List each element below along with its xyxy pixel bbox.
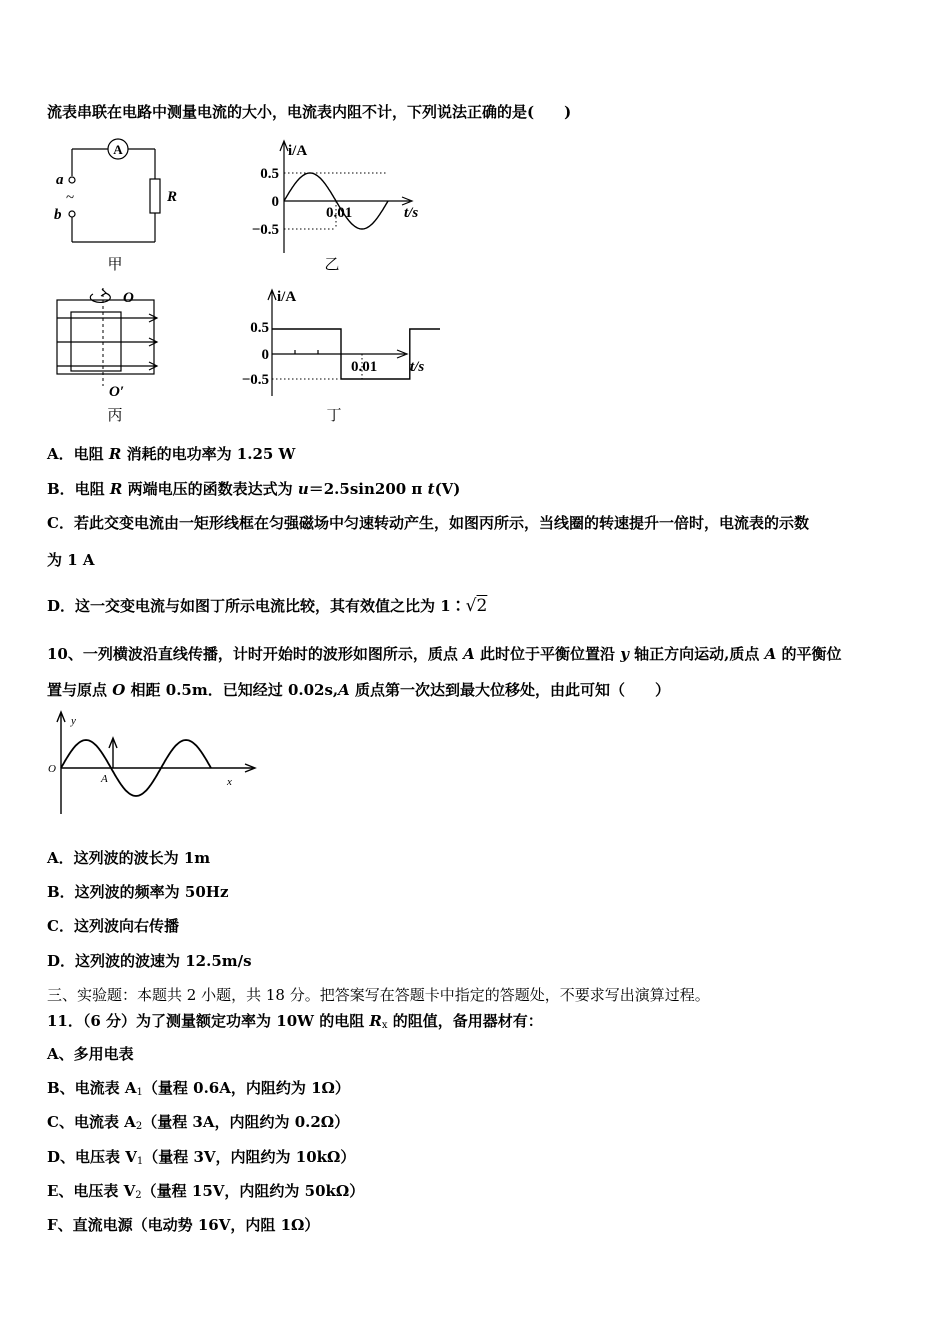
y-axis-label: i/A	[277, 289, 297, 305]
origin-label: O	[48, 763, 56, 775]
x-axis-label: t/s	[404, 205, 419, 221]
figure-yi-sine-graph	[240, 135, 440, 275]
q9-option-c-line2: 为 1 A	[47, 551, 95, 569]
q11-item-e: E、电压表 $V_2$（量程 15V，内阻约为 50kΩ）	[47, 1182, 365, 1201]
y-tick-zero: 0	[261, 347, 269, 363]
q11-item-b: B、电流表 $A_1$（量程 0.6A，内阻约为 1Ω）	[47, 1079, 350, 1098]
point-a-label: A	[101, 773, 108, 785]
q10-option-a: A．这列波的波长为 1m	[47, 849, 211, 867]
q10-option-b: B．这列波的频率为 50Hz	[47, 883, 229, 901]
caption-jia: 甲	[107, 257, 123, 273]
axis-top-label: O	[123, 290, 134, 306]
caption-bing: 丙	[107, 408, 123, 424]
q9-option-d: D．这一交变电流与如图丁所示电流比较，其有效值之比为 1∶√2	[47, 596, 488, 616]
y-axis-label: y	[71, 715, 76, 727]
ammeter-label: A	[113, 142, 123, 157]
ac-source-symbol: ~	[66, 190, 75, 206]
sqrt-symbol: √	[465, 596, 477, 616]
q10-stem-line2: 置与原点 O 相距 0.5m．已知经过 0.02s,A 质点第一次达到最大位移处，由此可知（ ）	[47, 681, 671, 699]
q10-option-d: D．这列波的波速为 12.5m/s	[47, 952, 252, 970]
y-axis-label: i/A	[288, 143, 308, 159]
q9-option-c-line1: C．若此交变电流由一矩形线框在匀强磁场中匀速转动产生，如图丙所示，当线圈的转速提升一倍时，电流表的示数	[47, 514, 809, 532]
figure-bing-coil	[45, 284, 175, 429]
section-3-heading: 三、实验题：本题共 2 小题，共 18 分。把答案写在答题卡中指定的答题处，不要求写出演算过程。	[47, 986, 710, 1004]
x-tick-001: 0.01	[351, 359, 378, 375]
caption-ding: 丁	[326, 408, 342, 424]
figure-jia-circuit	[45, 135, 195, 275]
terminal-b-label: b	[54, 207, 62, 223]
x-tick-001: 0.01	[326, 205, 353, 221]
q11-item-c: C、电流表 $A_2$（量程 3A，内阻约为 0.2Ω）	[47, 1113, 350, 1132]
sqrt-value: 2	[476, 596, 488, 616]
y-tick-zero: 0	[271, 194, 279, 210]
q9-option-b: B．电阻 R 两端电压的函数表达式为 u＝2.5sin200 π t(V)	[47, 480, 461, 498]
y-tick-pos: 0.5	[250, 320, 269, 336]
x-axis-label: x	[227, 776, 232, 788]
q9-stem: 流表串联在电路中测量电流的大小，电流表内阻不计，下列说法正确的是( )	[47, 103, 572, 121]
resistor-label: R	[167, 189, 178, 205]
q9-option-a: A．电阻 R 消耗的电功率为 1.25 W	[47, 445, 296, 463]
q11-item-d: D、电压表 $V_1$（量程 3V，内阻约为 10kΩ）	[47, 1148, 356, 1167]
y-tick-neg: −0.5	[241, 372, 269, 388]
figure-q10-wave	[45, 708, 270, 820]
x-axis-label: t/s	[410, 359, 425, 375]
figure-ding-square-graph	[230, 284, 440, 429]
q11-item-a: A、多用电表	[47, 1045, 134, 1063]
y-tick-neg: −0.5	[251, 222, 279, 238]
q10-option-c: C．这列波向右传播	[47, 917, 179, 935]
y-tick-pos: 0.5	[260, 166, 279, 182]
q11-stem: 11．（6 分）为了测量额定功率为 10W 的电阻 $R_x$ 的阻值，备用器材有：	[47, 1012, 543, 1031]
q10-stem-line1: 10、一列横波沿直线传播，计时开始时的波形如图所示，质点 A 此时位于平衡位置沿 y 轴正方向运动,质点 A 的平衡位	[47, 645, 842, 663]
q11-item-f: F、直流电源（电动势 16V，内阻 1Ω）	[47, 1216, 320, 1234]
terminal-a-label: a	[56, 172, 64, 188]
axis-bottom-label: O′	[109, 384, 125, 400]
caption-yi: 乙	[324, 257, 340, 273]
